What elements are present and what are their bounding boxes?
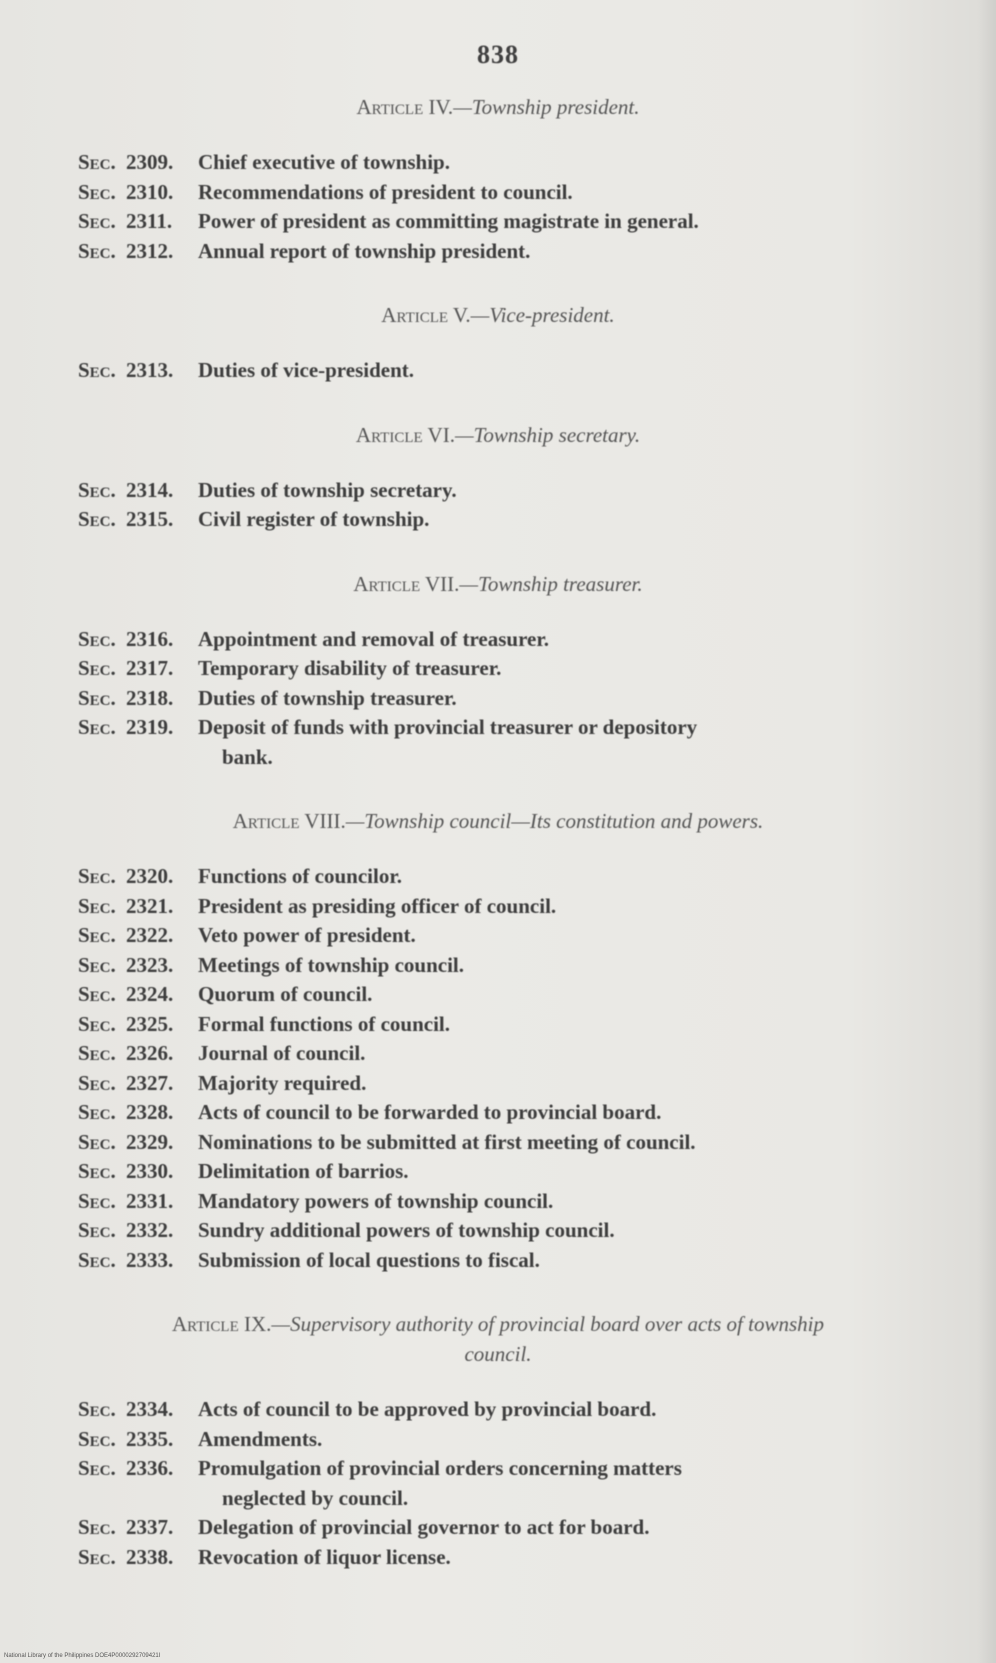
section-title-block <box>198 1157 918 1187</box>
section-label: Sec. <box>78 1397 116 1421</box>
section-label: Sec. <box>78 1070 116 1095</box>
section-label: Sec. <box>78 952 116 977</box>
section-title-block <box>198 1395 918 1425</box>
section-title: Power of president as committing magistrate in general. <box>198 209 699 233</box>
section-number: 2312. <box>126 238 174 263</box>
article-label: Article IX. <box>172 1312 272 1336</box>
section-entry <box>78 356 918 386</box>
section-number: 2332. <box>126 1218 174 1242</box>
section-number: 2320. <box>126 864 174 888</box>
section-number: 2313. <box>126 358 174 382</box>
section-number: 2328. <box>126 1100 174 1124</box>
section-title-block <box>198 1069 918 1099</box>
section-title: Duties of vice-president. <box>198 358 414 382</box>
section-label: Sec. <box>78 507 116 531</box>
section-entry <box>78 1543 918 1573</box>
section-title-block <box>198 356 918 386</box>
section-number: 2310. <box>126 179 174 204</box>
section-list <box>78 862 918 1275</box>
section-label: Sec. <box>78 1247 116 1272</box>
section-number: 2333. <box>126 1247 174 1272</box>
section-entry <box>78 862 918 892</box>
section-title-block <box>198 1010 918 1040</box>
section-entry <box>78 178 918 208</box>
section-title: Promulgation of provincial orders concerning matters <box>198 1456 682 1480</box>
section-entry <box>78 148 918 178</box>
section-number: 2324. <box>126 982 174 1006</box>
section-entry <box>78 1039 918 1069</box>
section-number: 2318. <box>126 685 174 710</box>
section-number: 2322. <box>126 923 174 947</box>
section-title-block <box>198 207 918 237</box>
section-entry <box>78 892 918 922</box>
section-title: Majority required. <box>198 1070 367 1095</box>
section-list <box>78 625 918 773</box>
section-number: 2309. <box>126 150 174 174</box>
section-entry <box>78 476 918 506</box>
section-title: Deposit of funds with provincial treasurer or depository <box>198 715 698 739</box>
section-title-block <box>198 1128 918 1158</box>
section-label: Sec. <box>78 209 116 233</box>
article-subject: —Supervisory authority of provincial board over acts of township council. <box>271 1312 824 1366</box>
section-label: Sec. <box>78 923 116 947</box>
section-entry <box>78 921 918 951</box>
section-label: Sec. <box>78 1100 116 1124</box>
section-number: 2319. <box>126 715 174 739</box>
section-title: Recommendations of president to council. <box>198 179 573 204</box>
section-number: 2335. <box>126 1426 174 1451</box>
section-title: Journal of council. <box>198 1041 366 1065</box>
section-label: Sec. <box>78 1515 116 1539</box>
section-entry <box>78 625 918 655</box>
section-title: Nominations to be submitted at first meeting of council. <box>198 1129 696 1154</box>
section-title-block <box>198 951 918 981</box>
section-title-block <box>198 1187 918 1217</box>
article-heading <box>78 569 918 599</box>
section-title-block <box>198 1454 918 1513</box>
section-entry <box>78 1157 918 1187</box>
section-title-block <box>198 505 918 535</box>
section-entry <box>78 207 918 237</box>
section-title-block <box>198 713 918 772</box>
section-title: Annual report of township president. <box>198 238 531 263</box>
section-label: Sec. <box>78 477 116 502</box>
section-title-block <box>198 1425 918 1455</box>
article-label: Article VII. <box>353 571 460 596</box>
article-heading <box>78 806 918 836</box>
section-number: 2336. <box>126 1456 174 1480</box>
section-label: Sec. <box>78 1159 116 1183</box>
section-number: 2331. <box>126 1188 174 1213</box>
section-entry <box>78 1246 918 1276</box>
section-number: 2334. <box>126 1397 174 1421</box>
section-number: 2327. <box>126 1070 174 1095</box>
section-title: Amendments. <box>198 1426 323 1451</box>
section-entry <box>78 713 918 772</box>
section-entry <box>78 1069 918 1099</box>
section-title: Appointment and removal of treasurer. <box>198 626 549 651</box>
section-label: Sec. <box>78 1188 116 1213</box>
section-title: Submission of local questions to fiscal. <box>198 1247 540 1272</box>
section-title: Duties of township secretary. <box>198 477 457 502</box>
article-subject: —Township council—Its constitution and powers. <box>345 809 764 833</box>
section-list <box>78 356 918 386</box>
section-entry <box>78 684 918 714</box>
section-title-block <box>198 1039 918 1069</box>
section-label: Sec. <box>78 893 116 918</box>
section-title-continuation: bank. <box>222 744 273 769</box>
section-title: Mandatory powers of township council. <box>198 1188 554 1213</box>
section-entry <box>78 654 918 684</box>
section-number: 2329. <box>126 1129 174 1154</box>
section-title: Sundry additional powers of township council. <box>198 1218 615 1242</box>
section-list <box>78 148 918 266</box>
section-number: 2330. <box>126 1159 174 1183</box>
section-title: Revocation of liquor license. <box>198 1544 451 1569</box>
section-label: Sec. <box>78 1456 116 1480</box>
section-title-block <box>198 148 918 178</box>
page-number: 838 <box>477 40 519 69</box>
scan-footer-note: National Library of the Philippines DOE4P0000292709421I <box>4 1653 161 1659</box>
page-edge-shadow <box>978 0 996 1663</box>
section-number: 2338. <box>126 1544 174 1569</box>
article-heading <box>78 92 918 122</box>
article-subject: —Township president. <box>453 95 640 119</box>
article-subject: —Township treasurer. <box>459 571 643 596</box>
section-title-block <box>198 1543 918 1573</box>
section-number: 2323. <box>126 952 174 977</box>
article-label: Article VIII. <box>232 809 346 833</box>
page-content <box>78 40 918 1606</box>
section-title-block <box>198 178 918 208</box>
section-number: 2326. <box>126 1041 174 1065</box>
section-title-block <box>198 625 918 655</box>
article-subject: —Township secretary. <box>454 422 641 447</box>
section-title: Quorum of council. <box>198 982 373 1006</box>
section-title-block <box>198 1216 918 1246</box>
section-title: Civil register of township. <box>198 507 430 531</box>
section-list <box>78 476 918 535</box>
section-title-block <box>198 1513 918 1543</box>
section-number: 2325. <box>126 1011 174 1036</box>
section-title: Acts of council to be approved by provincial board. <box>198 1397 657 1421</box>
section-title-block <box>198 237 918 267</box>
section-title: Duties of township treasurer. <box>198 685 457 710</box>
article-heading <box>78 420 918 450</box>
section-title-block <box>198 892 918 922</box>
section-title-block <box>198 862 918 892</box>
section-title-block <box>198 1246 918 1276</box>
section-entry <box>78 1395 918 1425</box>
section-number: 2314. <box>126 477 174 502</box>
section-label: Sec. <box>78 238 116 263</box>
section-title: Temporary disability of treasurer. <box>198 656 502 680</box>
article-heading <box>78 300 918 330</box>
section-title: Delimitation of barrios. <box>198 1159 409 1183</box>
section-label: Sec. <box>78 685 116 710</box>
section-title-block <box>198 684 918 714</box>
section-list <box>78 1395 918 1572</box>
section-label: Sec. <box>78 715 116 739</box>
article-subject: —Vice-president. <box>470 303 615 327</box>
section-title-block <box>198 654 918 684</box>
section-title: President as presiding officer of council. <box>198 893 557 918</box>
section-label: Sec. <box>78 1129 116 1154</box>
article-heading <box>78 1309 918 1369</box>
section-entry <box>78 237 918 267</box>
section-label: Sec. <box>78 179 116 204</box>
section-entry <box>78 1454 918 1513</box>
section-label: Sec. <box>78 358 116 382</box>
article-label: Article IV. <box>356 95 454 119</box>
section-title-block <box>198 476 918 506</box>
section-title: Functions of councilor. <box>198 864 402 888</box>
section-label: Sec. <box>78 150 116 174</box>
section-entry <box>78 980 918 1010</box>
section-label: Sec. <box>78 1544 116 1569</box>
articles-container <box>78 92 918 1572</box>
section-entry <box>78 505 918 535</box>
article-label: Article VI. <box>355 422 455 447</box>
section-label: Sec. <box>78 1218 116 1242</box>
section-title-continuation: neglected by council. <box>222 1485 409 1510</box>
section-number: 2315. <box>126 507 174 531</box>
section-label: Sec. <box>78 1011 116 1036</box>
section-title-block <box>198 921 918 951</box>
section-label: Sec. <box>78 656 116 680</box>
section-entry <box>78 1216 918 1246</box>
section-label: Sec. <box>78 1041 116 1065</box>
section-entry <box>78 1128 918 1158</box>
section-label: Sec. <box>78 982 116 1006</box>
section-entry <box>78 1513 918 1543</box>
section-number: 2316. <box>126 626 174 651</box>
section-title-block <box>198 1098 918 1128</box>
section-title: Veto power of president. <box>198 923 416 947</box>
section-label: Sec. <box>78 864 116 888</box>
section-title: Delegation of provincial governor to act for board. <box>198 1515 650 1539</box>
section-number: 2337. <box>126 1515 174 1539</box>
section-title: Formal functions of council. <box>198 1011 450 1036</box>
article-label: Article V. <box>381 303 471 327</box>
section-number: 2321. <box>126 893 174 918</box>
section-entry <box>78 951 918 981</box>
section-title: Acts of council to be forwarded to provincial board. <box>198 1100 662 1124</box>
section-label: Sec. <box>78 626 116 651</box>
section-title: Chief executive of township. <box>198 150 450 174</box>
section-number: 2311. <box>126 209 173 233</box>
section-number: 2317. <box>126 656 174 680</box>
section-label: Sec. <box>78 1426 116 1451</box>
section-entry <box>78 1098 918 1128</box>
section-entry <box>78 1425 918 1455</box>
section-entry <box>78 1010 918 1040</box>
section-entry <box>78 1187 918 1217</box>
section-title: Meetings of township council. <box>198 952 465 977</box>
section-title-block <box>198 980 918 1010</box>
